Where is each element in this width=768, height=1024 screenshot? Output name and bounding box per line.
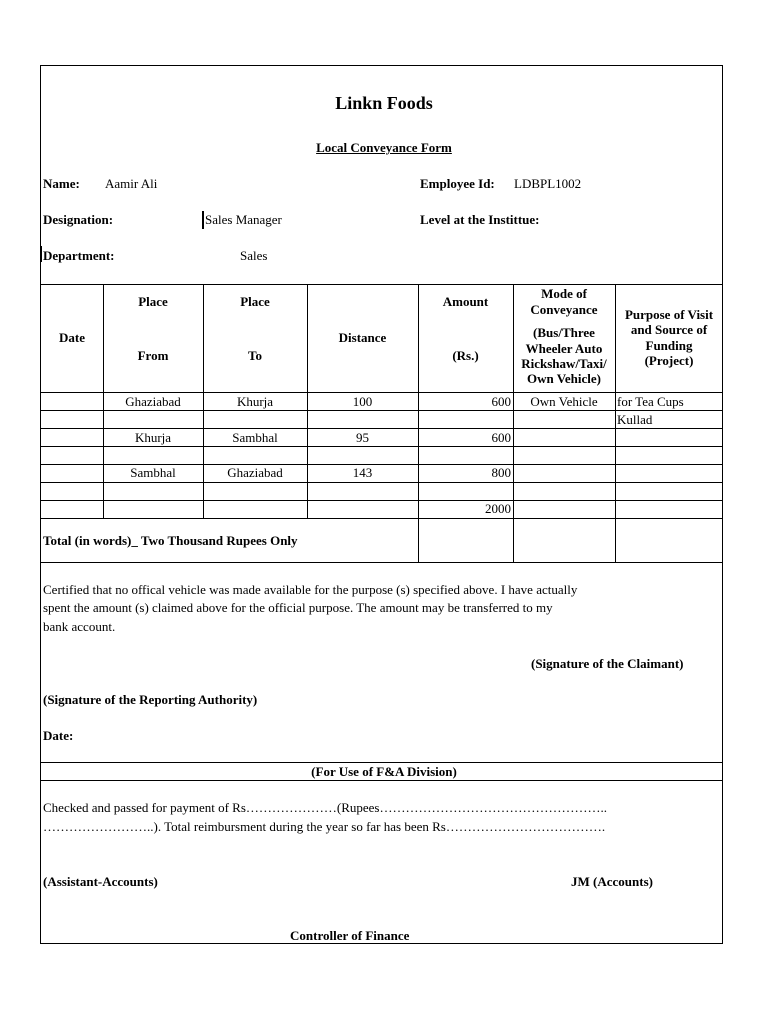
jm-accounts: JM (Accounts) [571, 874, 653, 889]
row1-mode: Own Vehicle [530, 394, 598, 409]
level-label: Level at the Instittue: [420, 212, 540, 227]
date-label: Date: [43, 728, 74, 743]
fa-line-top [41, 762, 723, 763]
header-purpose-1: Purpose of Visit [624, 307, 714, 322]
table-line [41, 518, 723, 519]
designation-value: Sales Manager [205, 212, 282, 227]
header-mode-3: (Bus/Three [533, 325, 595, 340]
designation-label: Designation: [43, 212, 114, 227]
header-distance: Distance [338, 330, 387, 345]
row5-from: Sambhal [130, 465, 176, 480]
certification-line-3: bank account. [43, 619, 116, 634]
employee-id-value: LDBPL1002 [514, 176, 582, 191]
text-cursor [202, 211, 204, 229]
department-value: Sales [240, 248, 268, 263]
row3-amount: 600 [491, 430, 511, 445]
header-purpose-3: Funding [645, 338, 693, 353]
row1-purpose: for Tea Cups [617, 394, 684, 409]
fa-heading: (For Use of F&A Division) [311, 764, 457, 779]
fa-checked-line-2: ……………………..). Total reimbursment during the year so far has been Rs………………………………. [43, 819, 606, 834]
department-label: Department: [43, 248, 115, 263]
header-amount-bottom: (Rs.) [452, 348, 479, 363]
row5-to: Ghaziabad [227, 465, 283, 480]
header-date: Date [59, 330, 85, 345]
table-line [41, 562, 723, 563]
dept-mark [41, 246, 42, 262]
row3-distance: 95 [356, 430, 369, 445]
header-mode-1: Mode of [541, 286, 587, 301]
reporting-authority-signature: (Signature of the Reporting Authority) [43, 692, 258, 707]
table-line [41, 446, 723, 447]
row2-purpose: Kullad [617, 412, 653, 427]
table-line [41, 392, 723, 393]
header-place-from-top: Place [138, 294, 168, 309]
header-place-to-top: Place [240, 294, 270, 309]
table-line [41, 482, 723, 483]
table-line [41, 410, 723, 411]
header-purpose-2: and Source of [630, 322, 708, 337]
row5-distance: 143 [352, 465, 373, 480]
assistant-accounts: (Assistant-Accounts) [43, 874, 158, 889]
company-name: Linkn Foods [335, 93, 433, 113]
form-title: Local Conveyance Form [316, 140, 452, 155]
fa-line-bottom [41, 780, 723, 781]
header-place-to-bottom: To [248, 348, 262, 363]
table-line [41, 428, 723, 429]
table-line [41, 284, 723, 285]
total-in-words: Total (in words)_ Two Thousand Rupees Only [43, 533, 298, 548]
header-place-from-bottom: From [137, 348, 169, 363]
certification-line-1: Certified that no offical vehicle was made available for the purpose (s) specified above. I have actually [43, 582, 578, 597]
row5-amount: 800 [491, 465, 511, 480]
row3-to: Sambhal [232, 430, 278, 445]
header-mode-6: Own Vehicle) [526, 371, 602, 386]
name-label: Name: [43, 176, 80, 191]
row1-to: Khurja [236, 394, 274, 409]
name-value: Aamir Ali [105, 176, 158, 191]
table-line [418, 284, 419, 562]
header-amount-top: Amount [442, 294, 489, 309]
row1-amount: 600 [491, 394, 511, 409]
header-purpose-4: (Project) [644, 353, 694, 368]
table-line [41, 500, 723, 501]
controller-of-finance: Controller of Finance [290, 928, 410, 943]
header-mode-4: Wheeler Auto [525, 341, 603, 356]
row1-from: Ghaziabad [125, 394, 181, 409]
header-mode-2: Conveyance [530, 302, 598, 317]
total-amount: 2000 [485, 501, 511, 516]
employee-id-label: Employee Id: [420, 176, 495, 191]
header-mode-5: Rickshaw/Taxi/ [521, 356, 607, 371]
claimant-signature: (Signature of the Claimant) [531, 656, 684, 671]
fa-checked-line-1: Checked and passed for payment of Rs…………………(Rupees…………………………………………….. [43, 800, 607, 815]
row1-distance: 100 [352, 394, 373, 409]
row3-from: Khurja [134, 430, 172, 445]
certification-line-2: spent the amount (s) claimed above for the official purpose. The amount may be transferred to my [43, 600, 553, 615]
